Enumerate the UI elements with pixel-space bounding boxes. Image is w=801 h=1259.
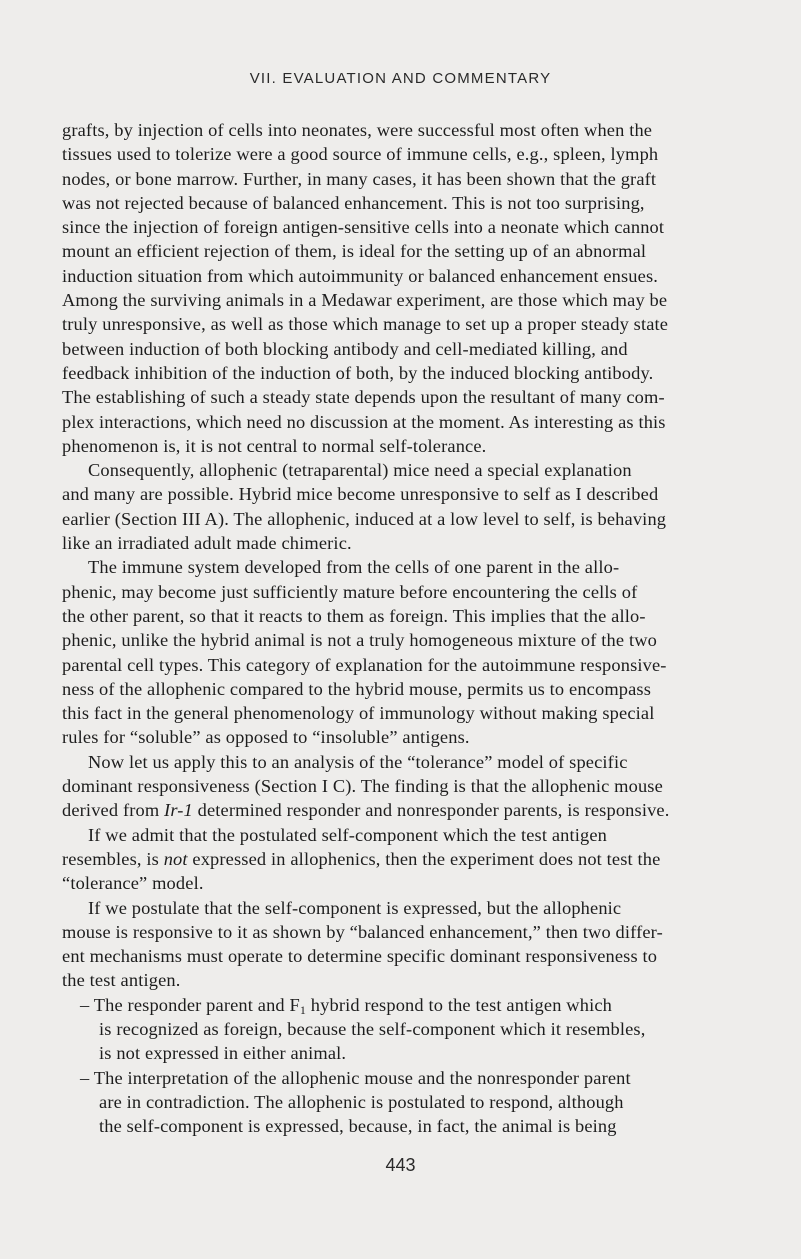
- text-line: mount an efficient rejection of them, is ideal for the setting up of an abnormal: [62, 241, 647, 262]
- text-line: The establishing of such a steady state depends upon the resultant of many com-: [62, 387, 665, 408]
- text-line: earlier (Section III A). The allophenic, induced at a low level to self, is behaving: [62, 508, 667, 529]
- text-line: like an irradiated adult made chimeric.: [62, 533, 352, 554]
- text-line: dominant responsiveness (Section I C). The finding is that the allophenic mouse: [62, 776, 663, 797]
- text-line: nodes, or bone marrow. Further, in many cases, it has been shown that the graft: [62, 168, 657, 189]
- text-line: the other parent, so that it reacts to them as foreign. This implies that the allo-: [62, 605, 646, 626]
- text-line: and many are possible. Hybrid mice become unresponsive to self as I described: [62, 484, 659, 505]
- text-segment: derived from: [62, 800, 165, 821]
- text-segment: expressed in allophenics, then the experiment does not test the: [187, 848, 661, 869]
- text-line: since the injection of foreign antigen-sensitive cells into a neonate which cannot: [62, 217, 665, 238]
- body-text: [62, 118, 748, 1138]
- text-line: truly unresponsive, as well as those which manage to set up a proper steady state: [62, 314, 669, 335]
- text-segment: resembles, is: [62, 848, 164, 869]
- text-line: was not rejected because of balanced enhancement. This is not too surprising,: [62, 192, 645, 213]
- text-line: phenic, may become just sufficiently mature before encountering the cells of: [62, 581, 638, 602]
- text-line: parental cell types. This category of explanation for the autoimmune responsive-: [62, 654, 667, 675]
- text-line: the test antigen.: [62, 970, 181, 991]
- text-line: grafts, by injection of cells into neonates, were successful most often when the: [62, 120, 653, 140]
- text-line: induction situation from which autoimmunity or balanced enhancement ensues.: [62, 265, 659, 286]
- text-line: mouse is responsive to it as shown by “balanced enhancement,” then two differ-: [62, 921, 663, 942]
- text-line: phenomenon is, it is not central to normal self-tolerance.: [62, 435, 487, 456]
- page-number: 443: [385, 1155, 416, 1175]
- text-segment: hybrid respond to the test antigen which: [306, 994, 613, 1015]
- text-line: ent mechanisms must operate to determine specific dominant responsiveness to: [62, 946, 658, 967]
- text-line: between induction of both blocking antibody and cell-mediated killing, and: [62, 338, 628, 359]
- text-line: The immune system developed from the cells of one parent in the allo-: [88, 557, 620, 578]
- text-line: the self-component is expressed, because, in fact, the animal is being: [99, 1116, 617, 1137]
- text-line: is recognized as foreign, because the self-component which it resembles,: [99, 1018, 646, 1039]
- gene-name: Ir-1: [164, 800, 193, 821]
- list-item: – The interpretation of the allophenic mouse and the nonresponder parent: [80, 1067, 631, 1088]
- text-line: are in contradiction. The allophenic is postulated to respond, although: [99, 1091, 624, 1112]
- text-line: If we postulate that the self-component is expressed, but the allophenic: [88, 897, 622, 918]
- subscript: 1: [299, 1002, 307, 1017]
- text-line: [62, 847, 748, 871]
- text-line: Now let us apply this to an analysis of the “tolerance” model of specific: [88, 751, 628, 772]
- text-line: ness of the allophenic compared to the hybrid mouse, permits us to encompass: [62, 678, 652, 699]
- text-segment: – The responder parent and F: [80, 994, 300, 1015]
- text-line: If we admit that the postulated self-component which the test antigen: [88, 824, 608, 845]
- text-line: phenic, unlike the hybrid animal is not a truly homogeneous mixture of the two: [62, 630, 657, 651]
- running-head: VII. EVALUATION AND COMMENTARY: [249, 70, 552, 87]
- text-line: this fact in the general phenomenology of immunology without making special: [62, 703, 655, 724]
- text-line: [62, 798, 748, 822]
- text-line: Consequently, allophenic (tetraparental) mice need a special explanation: [88, 460, 632, 481]
- text-line: feedback inhibition of the induction of both, by the induced blocking antibody.: [62, 362, 654, 383]
- text-line: “tolerance” model.: [62, 873, 204, 894]
- text-line: is not expressed in either animal.: [99, 1043, 347, 1064]
- text-segment: determined responder and nonresponder parents, is responsive.: [192, 800, 670, 821]
- text-line: rules for “soluble” as opposed to “insoluble” antigens.: [62, 727, 470, 748]
- list-item: [62, 993, 748, 1017]
- emphasis: not: [163, 848, 188, 869]
- text-line: Among the surviving animals in a Medawar experiment, are those which may be: [62, 290, 668, 311]
- text-line: tissues used to tolerize were a good source of immune cells, e.g., spleen, lymph: [62, 144, 659, 165]
- text-line: plex interactions, which need no discussion at the moment. As interesting as this: [62, 411, 666, 432]
